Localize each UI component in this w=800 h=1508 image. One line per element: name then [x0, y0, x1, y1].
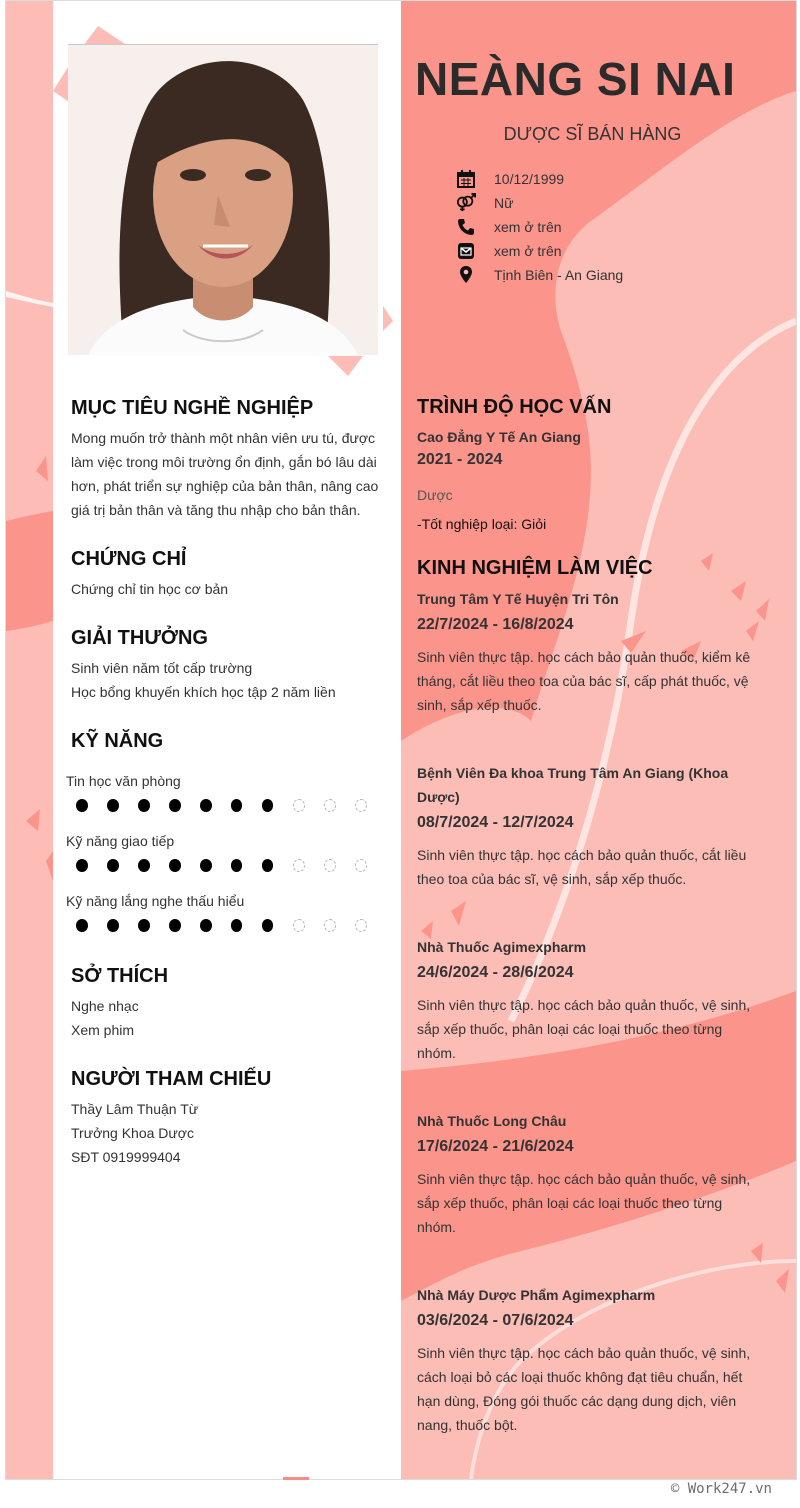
- awards-list: [71, 656, 336, 704]
- location-icon: [456, 265, 476, 285]
- skill-item: [66, 769, 386, 812]
- phone-icon: [456, 217, 476, 237]
- birthday-row: [456, 167, 623, 191]
- references-title: NGƯỜI THAM CHIẾU: [71, 1068, 272, 1090]
- references-list: [71, 1097, 198, 1169]
- experience-description: [417, 993, 762, 1065]
- education-major: Dược: [417, 487, 453, 503]
- career-title: MỤC TIÊU NGHỀ NGHIỆP: [71, 397, 314, 419]
- education-years: 2021 - 2024: [417, 451, 503, 468]
- award-item: Sinh viên năm tốt cấp trường: [71, 660, 253, 676]
- rating-dot-filled: [138, 859, 150, 872]
- candidate-name: NEÀNG SI NAI: [415, 53, 736, 105]
- award-item: Học bổng khuyến khích học tập 2 năm liền: [71, 684, 336, 700]
- education-school: Cao Đẳng Y Tế An Giang: [417, 429, 581, 445]
- skills-title: KỸ NĂNG: [71, 730, 164, 752]
- watermark: © Work247.vn: [670, 1481, 772, 1497]
- experience-title: KINH NGHIỆM LÀM VIỆC: [417, 557, 653, 579]
- rating-dot-filled: [138, 919, 150, 932]
- experience-date: 17/6/2024 - 21/6/2024: [417, 1138, 574, 1155]
- certificates-title: CHỨNG CHỈ: [71, 548, 187, 570]
- skill-rating: [76, 799, 386, 812]
- description-line: sắp xếp thuốc, phân loại các loại thuốc theo từng: [417, 1195, 723, 1211]
- description-line: Sinh viên thực tập. học cách bảo quản thuốc, cắt liều: [417, 847, 747, 863]
- left-decor-strip: [6, 1, 53, 1479]
- birthday-text: 10/12/1999: [494, 171, 565, 187]
- career-line: hơn, phát triển sự nghiệp của bản thân, nâng cao: [71, 478, 379, 494]
- rating-dot-filled: [169, 799, 181, 812]
- phone-row: [456, 215, 623, 239]
- experience-item: [417, 935, 762, 1065]
- description-line: nang, thuốc bột.: [417, 1417, 518, 1433]
- rating-dot-filled: [262, 799, 274, 812]
- calendar-icon: [456, 169, 476, 189]
- certificate-item: Chứng chỉ tin học cơ bản: [71, 581, 229, 597]
- experience-company: Trung Tâm Y Tế Huyện Tri Tôn: [417, 591, 619, 607]
- rating-dot-filled: [107, 919, 119, 932]
- experience-item: [417, 587, 762, 717]
- description-line: nhóm.: [417, 1045, 456, 1061]
- rating-dot-empty: [324, 799, 336, 812]
- address-row: [456, 263, 623, 287]
- rating-dot-filled: [200, 919, 212, 932]
- address-text: Tịnh Biên - An Giang: [494, 267, 624, 283]
- experience-description: [417, 1341, 762, 1437]
- gender-text: Nữ: [494, 195, 514, 211]
- experience-company: [417, 761, 762, 809]
- hobbies-list: [71, 994, 139, 1042]
- experience-description: [417, 645, 762, 717]
- reference-line: SĐT 0919999404: [71, 1149, 181, 1165]
- experience-description: [417, 1167, 762, 1239]
- rating-dot-filled: [231, 919, 243, 932]
- experience-company: Nhà Thuốc Agimexpharm: [417, 939, 587, 955]
- rating-dot-empty: [293, 859, 305, 872]
- description-line: theo toa của bác sĩ, vệ sinh, sắp xếp thuốc.: [417, 871, 687, 887]
- rating-dot-empty: [324, 919, 336, 932]
- skill-rating: [76, 919, 386, 932]
- rating-dot-filled: [231, 859, 243, 872]
- rating-dot-filled: [200, 799, 212, 812]
- description-line: sinh, sắp xếp thuốc.: [417, 697, 542, 713]
- experience-date: 22/7/2024 - 16/8/2024: [417, 616, 574, 633]
- description-line: Sinh viên thực tập. học cách bảo quản thuốc, kiểm kê: [417, 649, 751, 665]
- email-text: xem ở trên: [494, 243, 562, 259]
- experience-company: Nhà Thuốc Long Châu: [417, 1113, 567, 1129]
- rating-dot-filled: [138, 799, 150, 812]
- description-line: cách loại bỏ các loại thuốc không đạt tiêu chuẩn, hết: [417, 1369, 743, 1385]
- experience-item: [417, 1283, 762, 1437]
- education-title: TRÌNH ĐỘ HỌC VẤN: [417, 396, 612, 418]
- rating-dot-filled: [76, 919, 88, 932]
- experience-date: 24/6/2024 - 28/6/2024: [417, 964, 574, 981]
- left-strip-decor: [6, 1, 53, 1479]
- description-line: Sinh viên thực tập. học cách bảo quản thuốc, vệ sinh,: [417, 997, 751, 1013]
- experience-company: Nhà Máy Dược Phẩm Agimexpharm: [417, 1287, 656, 1303]
- reference-line: Trưởng Khoa Dược: [71, 1125, 194, 1141]
- rating-dot-empty: [324, 859, 336, 872]
- experience-date: 03/6/2024 - 07/6/2024: [417, 1312, 574, 1329]
- skill-item: [66, 829, 386, 872]
- career-line: làm việc trong môi trường ổn định, gắn bó lâu dài: [71, 454, 377, 470]
- profile-photo: [68, 45, 378, 355]
- contact-info: [456, 167, 623, 287]
- rating-dot-empty: [355, 859, 367, 872]
- experience-date: 08/7/2024 - 12/7/2024: [417, 814, 574, 831]
- rating-dot-filled: [107, 799, 119, 812]
- education-grade: -Tốt nghiệp loại: Giỏi: [417, 516, 547, 532]
- hobby-item: Nghe nhạc: [71, 998, 139, 1014]
- description-line: nhóm.: [417, 1219, 456, 1235]
- rating-dot-empty: [293, 919, 305, 932]
- reference-line: Thầy Lâm Thuận Từ: [71, 1101, 199, 1117]
- rating-dot-empty: [355, 919, 367, 932]
- rating-dot-filled: [231, 799, 243, 812]
- description-line: hạn dùng, Đóng gói thuốc các dạng dung dịch, viên: [417, 1393, 737, 1409]
- skill-name: Kỹ năng lắng nghe thấu hiểu: [66, 893, 245, 909]
- page-break-mark: [283, 1477, 309, 1480]
- rating-dot-filled: [169, 859, 181, 872]
- hobbies-title: SỞ THÍCH: [71, 965, 169, 987]
- skill-name: Kỹ năng giao tiếp: [66, 833, 175, 849]
- certificates-list: [71, 577, 228, 601]
- description-line: Sinh viên thực tập. học cách bảo quản thuốc, vệ sinh,: [417, 1345, 751, 1361]
- rating-dot-filled: [200, 859, 212, 872]
- rating-dot-empty: [355, 799, 367, 812]
- description-line: tháng, cắt liều theo toa của bác sĩ, cấp phát thuốc, vệ: [417, 673, 749, 689]
- company-line: Dược): [417, 789, 460, 805]
- rating-dot-empty: [293, 799, 305, 812]
- rating-dot-filled: [262, 919, 274, 932]
- description-line: Sinh viên thực tập. học cách bảo quản thuốc, vệ sinh,: [417, 1171, 751, 1187]
- gender-icon: [456, 193, 476, 213]
- awards-title: GIẢI THƯỞNG: [71, 627, 208, 649]
- rating-dot-filled: [76, 859, 88, 872]
- skill-name: Tin học văn phòng: [66, 773, 181, 789]
- description-line: sắp xếp thuốc, phân loại các loại thuốc theo từng: [417, 1021, 723, 1037]
- email-row: [456, 239, 623, 263]
- rating-dot-filled: [76, 799, 88, 812]
- career-line: Mong muốn trở thành một nhân viên ưu tú, được: [71, 430, 376, 446]
- rating-dot-filled: [169, 919, 181, 932]
- career-text: [71, 426, 391, 522]
- portrait-illustration: [68, 45, 378, 355]
- experience-item: [417, 761, 762, 891]
- skill-rating: [76, 859, 386, 872]
- gender-row: [456, 191, 623, 215]
- job-title: DƯỢC SĨ BÁN HÀNG: [503, 124, 682, 144]
- experience-item: [417, 1109, 762, 1239]
- company-line: Bệnh Viên Đa khoa Trung Tâm An Giang (Khoa: [417, 765, 729, 781]
- rating-dot-filled: [107, 859, 119, 872]
- skill-item: [66, 889, 386, 932]
- rating-dot-filled: [262, 859, 274, 872]
- phone-text: xem ở trên: [494, 219, 562, 235]
- hobby-item: Xem phim: [71, 1022, 135, 1038]
- experience-description: [417, 843, 762, 891]
- career-line: giá trị bản thân và tăng thu nhập cho bản thân.: [71, 502, 361, 518]
- email-icon: [456, 241, 476, 261]
